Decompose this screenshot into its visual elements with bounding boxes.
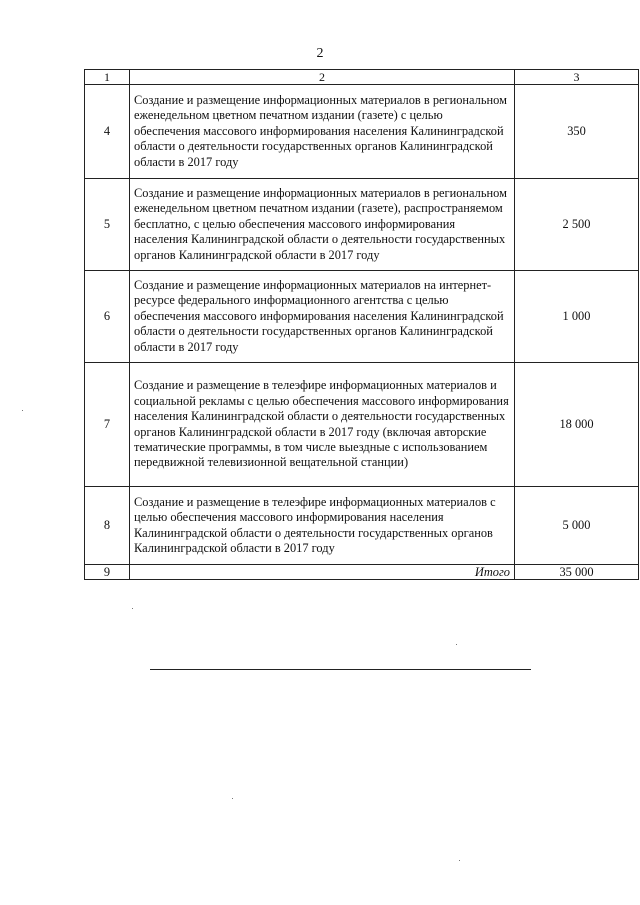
total-number: 9 bbox=[85, 565, 130, 580]
page-number: 2 bbox=[316, 46, 324, 61]
row-description: Создание и размещение в телеэфире информационных материалов и социальной рекламы с целью обеспечения массового информирования населения Калининградской области о деятельности государственных органов Калининградской области в 2017 году (включая авторские тематические программы, в том числе выездные с использованием передвижной телевизионной вещательной станции) bbox=[130, 363, 515, 487]
table-row bbox=[85, 363, 639, 487]
row-description: Создание и размещение информационных материалов в региональном еженедельном цветном печатном издании (газете), распространяемом бесплатно, с целью обеспечения массового информирования населения Калининградской области о деятельности государственных органов Калининградской области в 2017 году bbox=[130, 179, 515, 271]
row-value: 1 000 bbox=[515, 271, 639, 363]
total-row bbox=[85, 565, 639, 580]
total-value: 35 000 bbox=[515, 565, 639, 580]
row-number: 7 bbox=[85, 363, 130, 487]
table-row bbox=[85, 179, 639, 271]
signature-line bbox=[150, 669, 531, 670]
row-description: Создание и размещение информационных материалов в региональном еженедельном цветном печатном издании (газете) с целью обеспечения массового информирования населения Калининградской области о деятельности государственных органов Калининградской области в 2017 году bbox=[130, 85, 515, 179]
table-header-row bbox=[85, 70, 639, 85]
row-description: Создание и размещение информационных материалов на интернет-ресурсе федерального информационного агентства с целью обеспечения массового информирования населения Калининградской области о деятельности государственных органов Калининградской области в 2017 году bbox=[130, 271, 515, 363]
table-row bbox=[85, 487, 639, 565]
scan-speck bbox=[132, 608, 133, 609]
row-value: 350 bbox=[515, 85, 639, 179]
header-col-1: 1 bbox=[85, 70, 130, 85]
row-number: 5 bbox=[85, 179, 130, 271]
budget-table bbox=[84, 69, 639, 580]
header-col-3: 3 bbox=[515, 70, 639, 85]
scan-speck bbox=[232, 798, 233, 799]
scan-speck bbox=[22, 410, 23, 411]
scan-speck bbox=[459, 860, 460, 861]
row-number: 4 bbox=[85, 85, 130, 179]
header-col-2: 2 bbox=[130, 70, 515, 85]
row-number: 6 bbox=[85, 271, 130, 363]
row-description: Создание и размещение в телеэфире информационных материалов с целью обеспечения массового информирования населения Калининградской области о деятельности государственных органов Калининградской области в 2017 году bbox=[130, 487, 515, 565]
table-row bbox=[85, 271, 639, 363]
row-value: 18 000 bbox=[515, 363, 639, 487]
scan-speck bbox=[456, 644, 457, 645]
row-number: 8 bbox=[85, 487, 130, 565]
row-value: 5 000 bbox=[515, 487, 639, 565]
table-row bbox=[85, 85, 639, 179]
row-value: 2 500 bbox=[515, 179, 639, 271]
total-label: Итого bbox=[130, 565, 515, 580]
